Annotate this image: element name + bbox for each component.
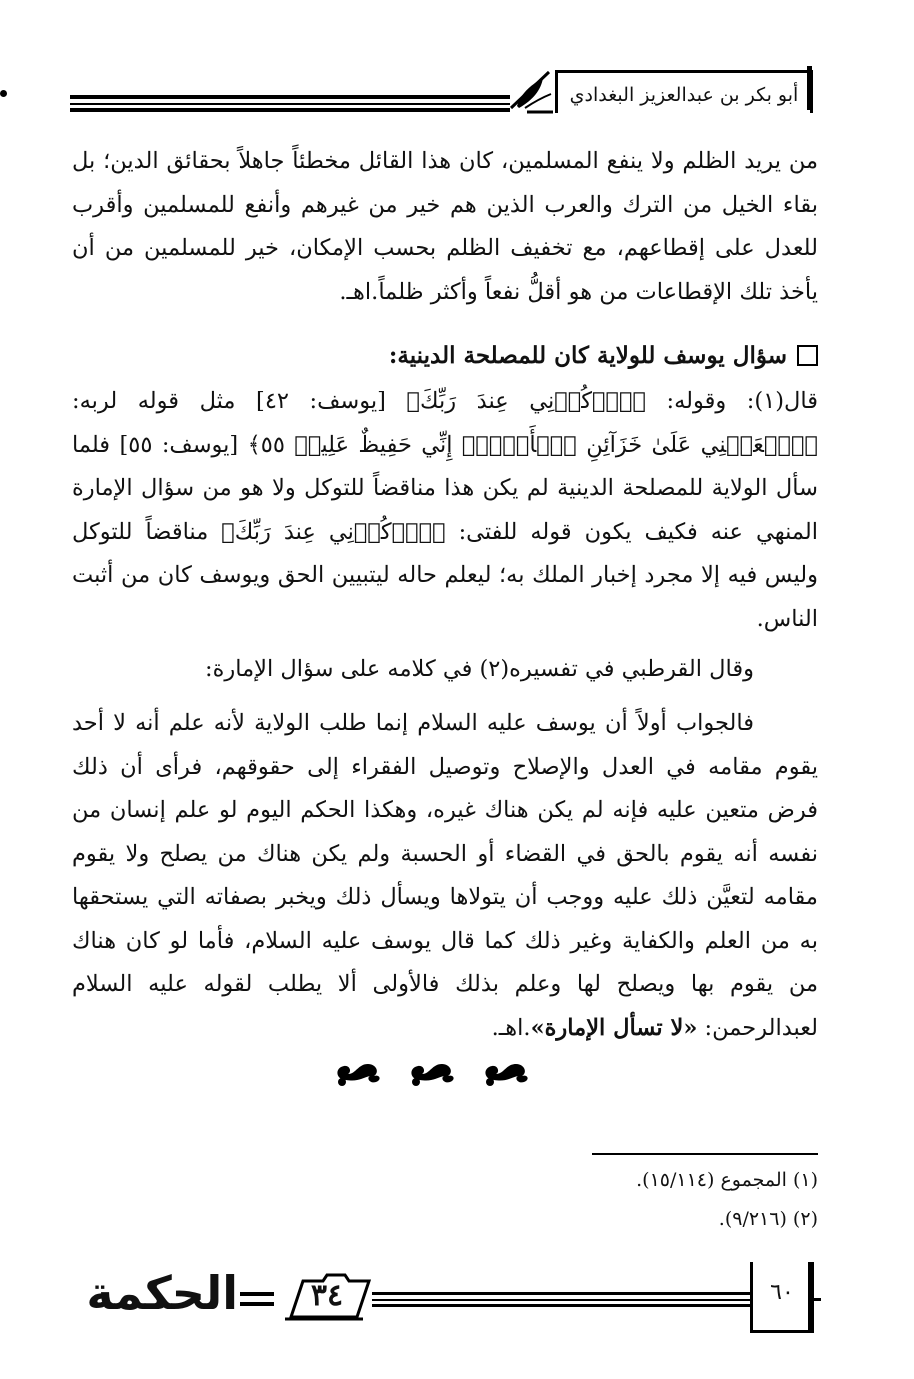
footer-rule [372, 1292, 750, 1295]
page-number: ٦٠ [750, 1262, 814, 1333]
magazine-logo: الحكمة [86, 1266, 238, 1320]
margin-dot [0, 90, 7, 97]
footer-connector [240, 1292, 274, 1296]
issue-number: ٣٤ [310, 1278, 344, 1313]
page-number-tick [813, 1298, 821, 1301]
running-title: أبو بكر بن عبدالعزيز البغدادي [555, 70, 813, 113]
ornament-divider-icon [330, 1050, 560, 1090]
paragraph-4-end: .اهـ. [491, 1014, 531, 1041]
footer-rule [372, 1304, 750, 1307]
footer-connector [240, 1302, 274, 1306]
paragraph-3: وقال القرطبي في تفسيره(٢) في كلامه على سؤال الإمارة: [205, 656, 754, 682]
header-rule [70, 108, 510, 112]
paragraph-4 [72, 702, 818, 1050]
footnote-2: (٢) (٩/٢١٦). [718, 1208, 818, 1230]
footnote-rule [592, 1153, 818, 1155]
square-bullet-icon [797, 345, 818, 366]
page-number-shadow [808, 1262, 813, 1330]
paragraph-2: قال(١): وقوله: ﴿ٱذۡكُرۡنِي عِندَ رَبِّكَ﴾ [يوسف: ٤٢] مثل قوله لربه: ﴿ٱجۡعَلۡنِي عَلَىٰ خَزَآئِنِ ٱلۡأَرۡضِۖ إِنِّي حَفِيظٌ عَلِيمٞ ٥٥﴾ [يوسف: ٥٥] فلما سأل الولاية للمصلحة الدينية لم يكن هذا مناقضاً للتوكل ولا هو من سؤال الإمارة المنهي عنه فكيف يكون قوله للفتى: ﴿ٱذۡكُرۡنِي عِندَ رَبِّكَ﴾ مناقضاً للتوكل وليس فيه إلا مجرد إخبار الملك به؛ ليعلم حاله ليتبيين الحق ويوسف كان من أثبت الناس. [72, 388, 819, 632]
hadith-quote: «لا تسأل الإمارة» [530, 1014, 698, 1041]
header-rule [70, 95, 510, 99]
paragraph-1: من يريد الظلم ولا ينفع المسلمين، كان هذا القائل مخطئاً جاهلاً بحقائق الدين؛ بل بقاء الخيل من الترك والعرب الذين هم خير من غيرهم وأنفع للمسلمين وأقرب للعدل على إقطاعهم، مع تخفيف الظلم بحسب الإمكان، خير للمسلمين من أن يأخذ تلك الإقطاعات من هو أقلُّ نفعاً وأكثر ظلماً.اهـ. [72, 148, 818, 305]
paragraph-4-text: فالجواب أولاً أن يوسف عليه السلام إنما طلب الولاية لأنه علم أنه لا أحد يقوم مقامه في العدل والإصلاح وتوصيل الفقراء إلى حقوقهم، فرأى أن ذلك فرض متعين عليه فإنه لم يكن هناك غيره، وهكذا الحكم اليوم لو علم إنسان من نفسه أنه يقوم بالحق في القضاء أو الحسبة ولم يكن هناك من يصلح ولا يقوم مقامه لتعيَّن ذلك عليه ووجب أن يتولاها ويسأل ذلك ويخبر بصفاته التي يستحقها به من العلم والكفاية وغير ذلك كما قال يوسف عليه السلام، فأما لو كان هناك من يقوم بها ويصلح لها وعلم بذلك فالأولى ألا يطلب لقوله عليه السلام لعبدالرحمن: [72, 710, 818, 1041]
section-heading [72, 336, 818, 376]
section-heading-text: سؤال يوسف للولاية كان للمصلحة الدينية: [388, 342, 787, 369]
footnote-1: (١) المجموع (١٥/١١٤). [636, 1169, 818, 1191]
running-title-shadow [807, 66, 812, 110]
footer-rule [372, 1299, 750, 1301]
quill-pen-icon [507, 68, 555, 114]
header-rule [70, 103, 510, 105]
